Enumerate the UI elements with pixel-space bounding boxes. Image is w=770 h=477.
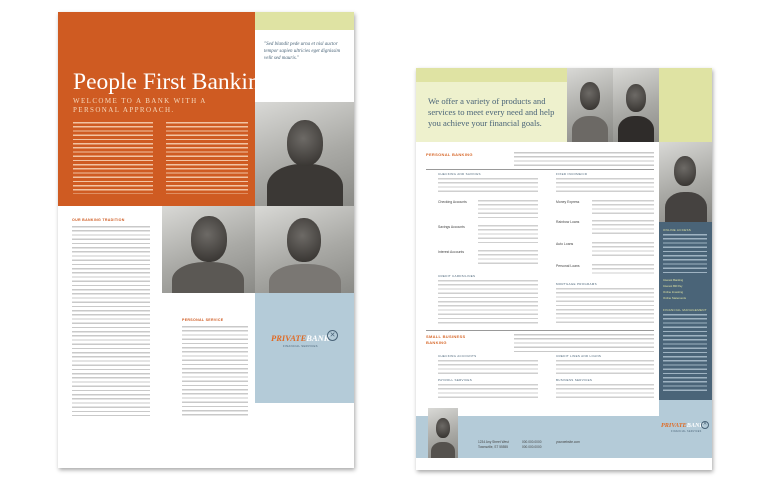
credit-cards-text xyxy=(438,280,538,326)
photo-woman xyxy=(255,206,354,293)
footer-logo-emblem-icon: ✕ xyxy=(702,422,708,427)
right-headline-line-1: We offer a variety of products and xyxy=(428,96,546,106)
row-text-rainbow xyxy=(592,220,654,236)
photo-woman-top xyxy=(613,68,659,142)
logo-bank: BANK xyxy=(306,333,330,343)
credit-lines-text xyxy=(556,360,654,374)
small-business-intro xyxy=(514,334,654,352)
heading-online-access: ONLINE ACCESS xyxy=(663,228,692,232)
online-item-3: Online Investing xyxy=(663,290,684,294)
photo-man-top xyxy=(567,68,613,142)
heading-fixed-income: FIXED INCOME/CD xyxy=(556,172,588,176)
divider-1 xyxy=(426,169,654,170)
mortgage-text xyxy=(556,288,654,326)
row-label-personal: Personal Loans xyxy=(556,264,580,268)
online-access-text xyxy=(663,234,707,274)
financial-management-text xyxy=(663,314,707,394)
heading-mortgage: MORTGAGE PROGRAMS xyxy=(556,282,597,286)
footer-logo-bank: BANK xyxy=(686,422,704,429)
hero-body-text-col2 xyxy=(166,122,248,194)
lime-accent-strip xyxy=(255,12,354,30)
lime-corner-block xyxy=(659,68,712,142)
photo-woman-footer xyxy=(428,408,458,458)
right-brochure-page xyxy=(416,68,712,470)
footer-address-2: Townsville, ST 55555 xyxy=(478,445,509,449)
online-item-2: Interest Bill Pay xyxy=(663,284,683,288)
tradition-body-text xyxy=(72,226,150,416)
personal-banking-intro xyxy=(514,152,654,166)
logo-emblem-icon: ✕ xyxy=(327,330,338,341)
footer-logo-tagline: FINANCIAL SERVICES xyxy=(671,430,702,433)
logo-wordmark xyxy=(271,333,329,343)
online-item-4: Online Statements xyxy=(663,296,687,300)
section-small-business-1: SMALL BUSINESS xyxy=(426,334,466,339)
section-small-business-2: BANKING xyxy=(426,340,447,345)
hero-body-text xyxy=(73,122,153,194)
heading-accounts: CHECKING ACCOUNTS xyxy=(438,354,477,358)
footer-website: yourwebsite.com xyxy=(556,440,580,444)
accounts-text xyxy=(438,360,538,374)
right-headline-line-2: services to meet every need and help xyxy=(428,107,555,117)
heading-checking: CHECKING AND SAVINGS xyxy=(438,172,481,176)
logo-tagline: FINANCIAL SERVICES xyxy=(283,344,318,348)
row-label-auto: Auto Loans xyxy=(556,242,574,246)
row-text-personal xyxy=(592,264,654,276)
subhead-line-1: WELCOME TO A BANK WITH A xyxy=(73,97,207,105)
row-text-money-express xyxy=(592,200,654,216)
footer-logo-private: PRIVATE xyxy=(661,422,687,429)
pull-quote: "Sed blandit pede urna et nisl auctor tempor sapien ultricies eget dignissim velit sed mauris." xyxy=(264,42,341,61)
right-headline-line-3: you achieve your financial goals. xyxy=(428,118,542,128)
row-text-savings xyxy=(478,225,538,245)
footer-phone-1: 000.000.0000 xyxy=(522,440,542,444)
heading-financial-management: FINANCIAL MANAGEMENT xyxy=(663,308,707,312)
photo-man-glasses xyxy=(255,102,354,206)
personal-service-body-text xyxy=(182,326,248,416)
page-headline: People First Banking. xyxy=(73,69,278,95)
divider-2 xyxy=(426,330,654,331)
row-label-money-express: Money Express xyxy=(556,200,580,204)
photo-man-right xyxy=(659,142,712,222)
heading-payroll: PAYROLL SERVICES xyxy=(438,378,473,382)
photo-smiling-man xyxy=(162,206,255,293)
payroll-text xyxy=(438,384,538,398)
row-label-savings: Savings Accounts xyxy=(438,225,465,229)
row-text-checking xyxy=(478,200,538,220)
footer-logo-wordmark xyxy=(661,422,704,429)
row-label-interest: Interest Accounts xyxy=(438,250,465,254)
checking-intro xyxy=(438,178,538,194)
logo-panel xyxy=(255,293,354,403)
lime-bar-top xyxy=(416,68,567,82)
footer-phone-2: 000.000.0000 xyxy=(522,445,542,449)
slate-sidebar xyxy=(659,222,712,400)
row-text-auto xyxy=(592,242,654,258)
subhead-line-2: PERSONAL APPROACH. xyxy=(73,106,175,114)
row-text-interest xyxy=(478,250,538,266)
section-heading-tradition: OUR BANKING TRADITION xyxy=(72,218,125,222)
left-brochure-page xyxy=(58,12,354,468)
row-label-checking: Checking Accounts xyxy=(438,200,467,204)
heading-business-services: BUSINESS SERVICES xyxy=(556,378,593,382)
heading-credit-lines: CREDIT LINES AND LOANS xyxy=(556,354,602,358)
footer-logo-box xyxy=(659,400,712,458)
section-heading-personal-service: PERSONAL SERVICE xyxy=(182,318,224,322)
online-item-1: Interest Banking xyxy=(663,278,684,282)
row-label-rainbow: Rainbow Loans xyxy=(556,220,580,224)
logo-private: PRIVATE xyxy=(271,333,307,343)
heading-credit-cards: CREDIT CARDS/LINES xyxy=(438,274,476,278)
business-services-text xyxy=(556,384,654,398)
fixed-intro xyxy=(556,178,654,194)
hero-orange-block xyxy=(58,12,278,206)
section-personal-banking: PERSONAL BANKING xyxy=(426,152,473,157)
footer-address-1: 1234 Any Street West xyxy=(478,440,509,444)
